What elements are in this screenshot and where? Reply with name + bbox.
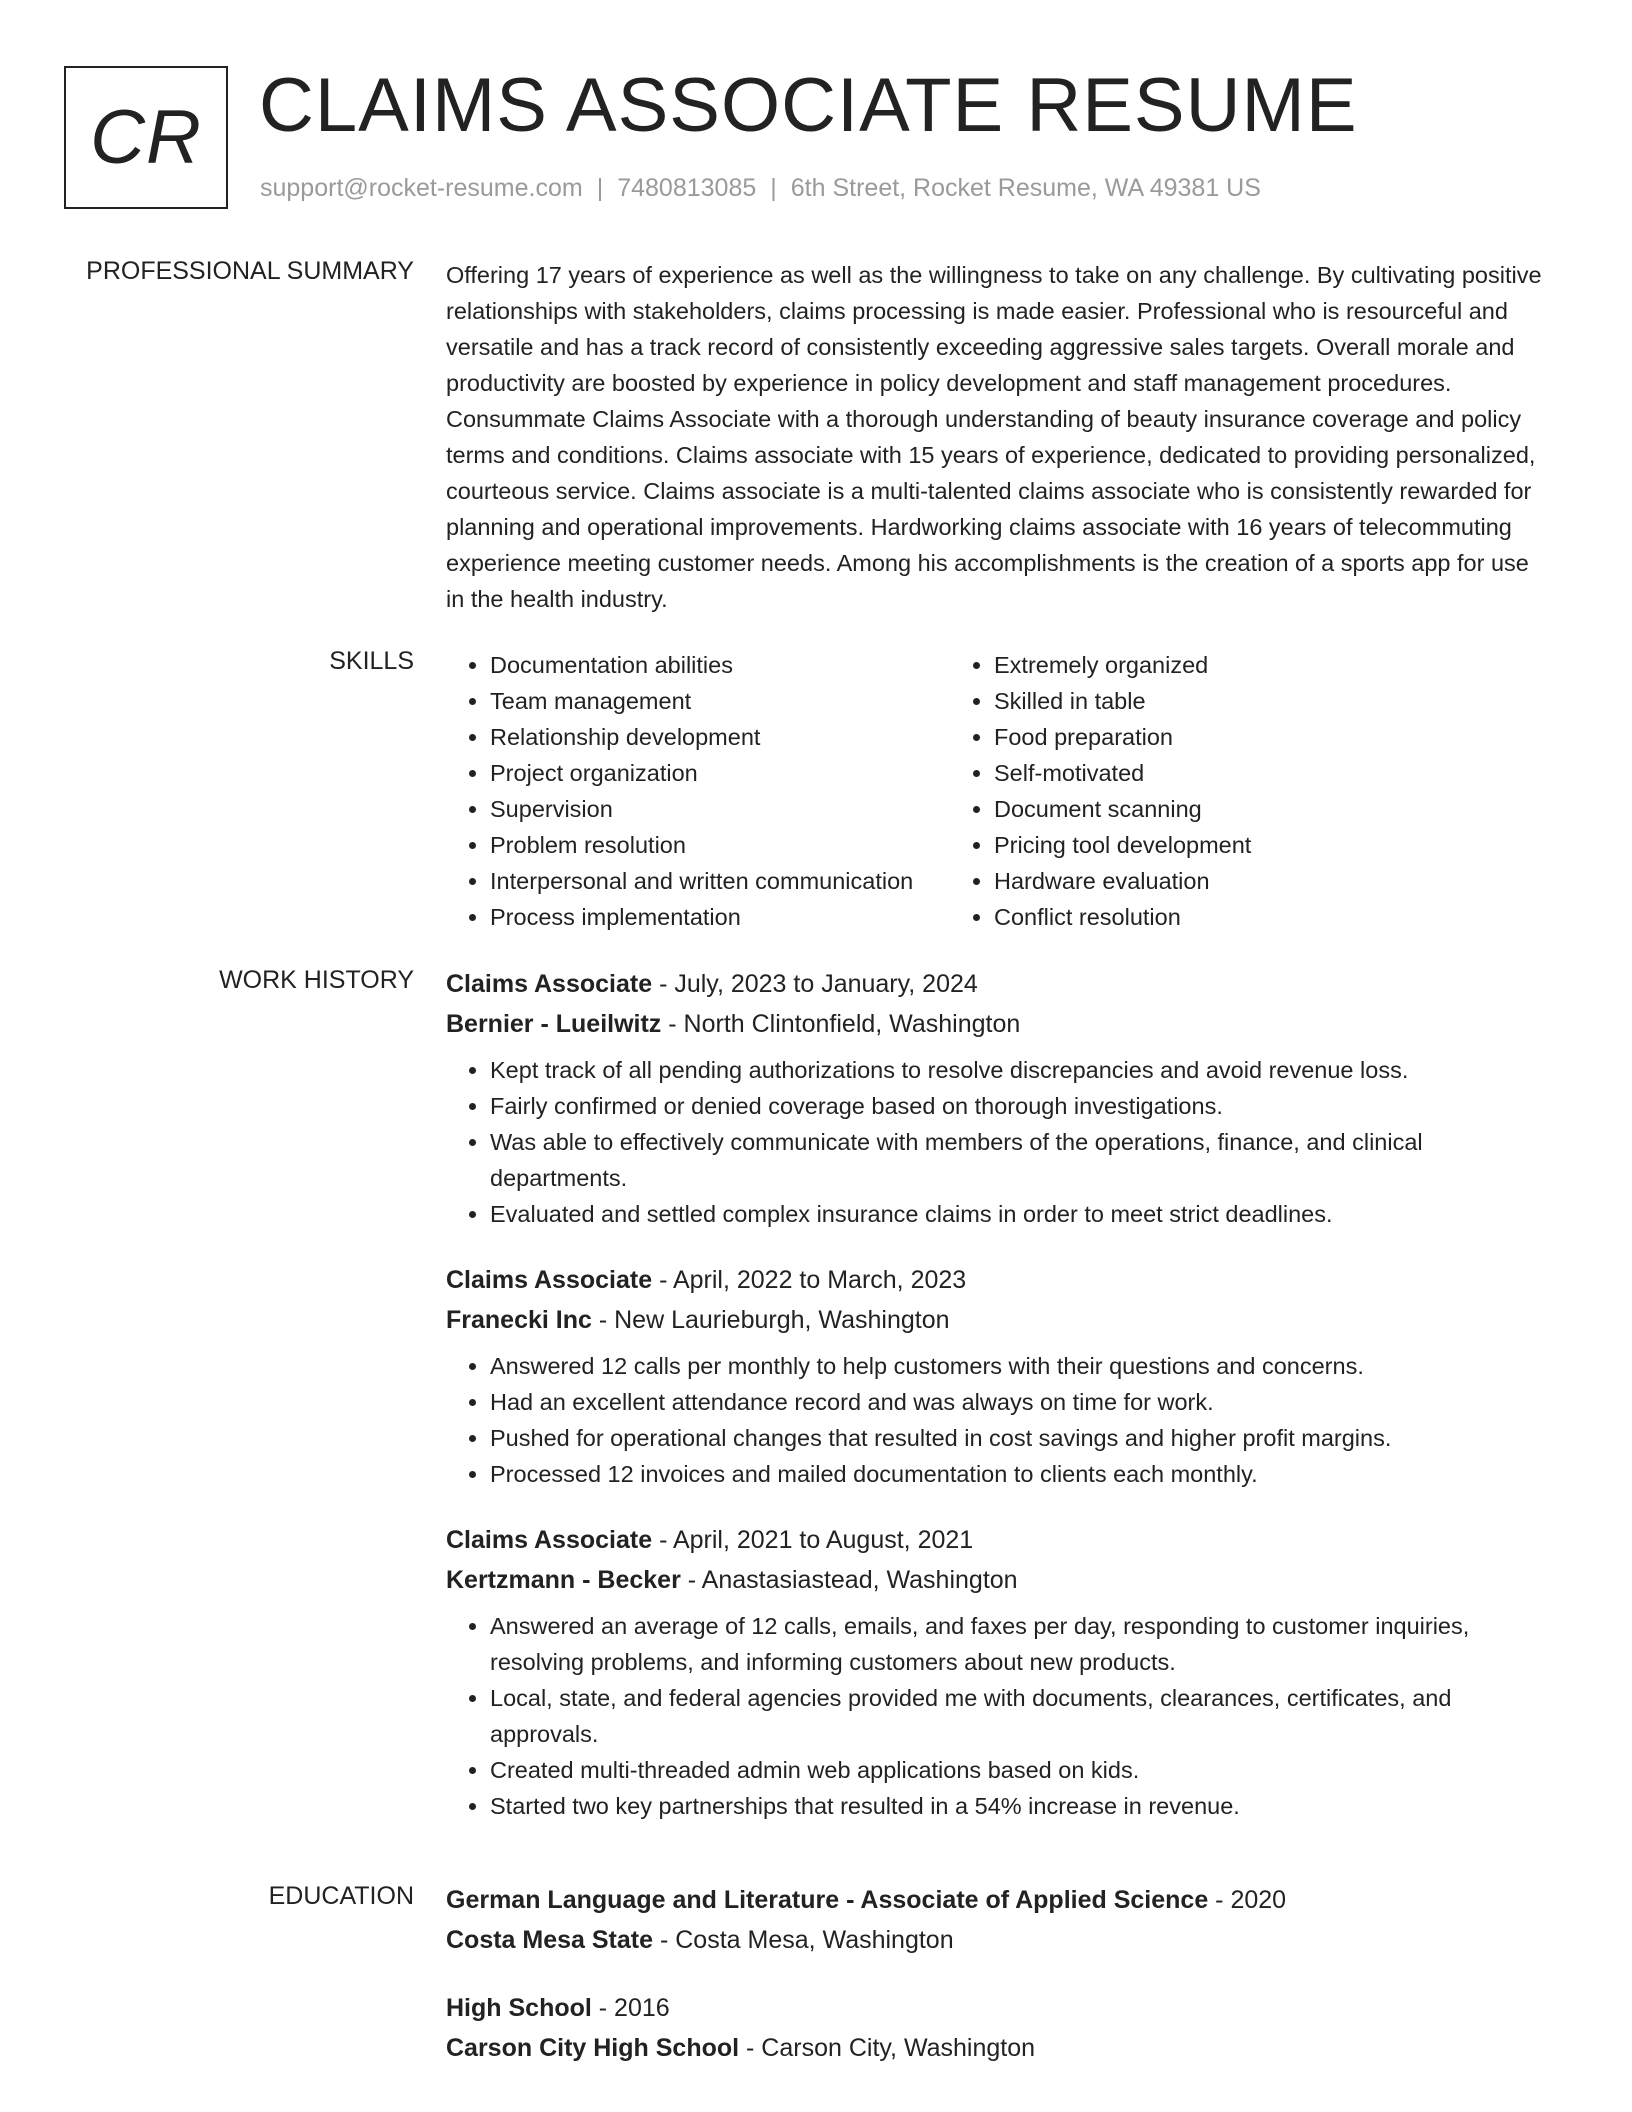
contact-line [260, 174, 1261, 203]
job-location: - Anastasiastead, Washington [680, 1566, 1018, 1594]
job-org-line [446, 1004, 1546, 1044]
job-org-line [446, 1560, 1546, 1600]
job-bullet: • Was able to effectively communicate with members of the operations, finance, and clinical departments. [490, 1124, 1546, 1196]
skill-item: • Problem resolution [490, 827, 950, 863]
degree-line [446, 1880, 1546, 1920]
contact-phone[interactable]: 7480813085 [617, 174, 757, 202]
education-entry [446, 1988, 1546, 2068]
job-entry [446, 1260, 1546, 1492]
contact-address: 6th Street, Rocket Resume, WA 49381 US [790, 174, 1261, 202]
job-bullet: • Answered an average of 12 calls, emails, and faxes per day, responding to customer inquiries, resolving problems, and informing customers about new products. [490, 1608, 1546, 1680]
section-label-education: EDUCATION [268, 1882, 414, 1910]
monogram-badge: CR [64, 66, 228, 209]
degree-name: High School [446, 1994, 592, 2022]
job-company: Bernier - Lueilwitz [446, 1010, 662, 1038]
job-bullet: • Created multi-threaded admin web applications based on kids. [490, 1752, 1546, 1788]
job-bullets [446, 1348, 1546, 1492]
skill-item: • Food preparation [994, 719, 1450, 755]
resume-header [64, 64, 1584, 214]
job-dates: - April, 2022 to March, 2023 [652, 1266, 967, 1294]
job-title-line [446, 1260, 1546, 1300]
job-title-line [446, 1520, 1546, 1560]
skill-item: • Project organization [490, 755, 950, 791]
degree-year: - 2020 [1208, 1886, 1287, 1914]
job-entry [446, 1520, 1546, 1824]
skill-item: • Pricing tool development [994, 827, 1450, 863]
summary-text: Offering 17 years of experience as well as the willingness to take on any challenge. By cultivating positive relationships with stakeholders, claims processing is made easier. Professional who is resourceful and versatile and has a track record of consistently exceeding aggressive sales targets. Overall morale and productivity are boosted by experience in policy development and staff management procedures. Consummate Claims Associate with a thorough understanding of beauty insurance coverage and policy terms and conditions. Claims associate with 15 years of experience, dedicated to providing personalized, courteous service. Claims associate is a multi-talented claims associate who is consistently rewarded for planning and operational improvements. Hardworking claims associate with 16 years of telecommuting experience meeting customer needs. Among his accomplishments is the creation of a sports app for use in the health industry. [446, 262, 1542, 612]
school-name: Costa Mesa State [446, 1926, 654, 1954]
job-bullet: • Had an excellent attendance record and was always on time for work. [490, 1384, 1546, 1420]
school-line [446, 2028, 1546, 2068]
skill-item: • Document scanning [994, 791, 1450, 827]
skill-item: • Skilled in table [994, 683, 1450, 719]
contact-separator: | [770, 174, 777, 202]
school-line [446, 1920, 1546, 1960]
job-bullet: • Answered 12 calls per monthly to help customers with their questions and concerns. [490, 1348, 1546, 1384]
school-location: - Costa Mesa, Washington [653, 1926, 954, 1954]
job-title: Claims Associate [446, 1526, 653, 1554]
job-bullet: • Evaluated and settled complex insurance claims in order to meet strict deadlines. [490, 1196, 1546, 1232]
contact-email[interactable]: support@rocket-resume.com [260, 174, 583, 202]
job-company: Franecki Inc [446, 1306, 592, 1334]
skill-item: • Hardware evaluation [994, 863, 1450, 899]
job-title: Claims Associate [446, 970, 653, 998]
job-location: - New Laurieburgh, Washington [591, 1306, 950, 1334]
degree-year: - 2016 [591, 1994, 670, 2022]
skill-item: • Conflict resolution [994, 899, 1450, 935]
job-company: Kertzmann - Becker [446, 1566, 681, 1594]
skills-list-right [950, 647, 1450, 935]
job-dates: - July, 2023 to January, 2024 [652, 970, 978, 998]
section-label-work-history: WORK HISTORY [219, 966, 414, 994]
section-label-summary: PROFESSIONAL SUMMARY [86, 257, 414, 285]
school-name: Carson City High School [446, 2034, 740, 2062]
education-entry [446, 1880, 1546, 1960]
contact-separator: | [596, 174, 604, 202]
page-title: CLAIMS ASSOCIATE RESUME [259, 63, 1358, 148]
job-bullet: • Kept track of all pending authorizations to resolve discrepancies and avoid revenue loss. [490, 1052, 1546, 1088]
job-bullet: • Local, state, and federal agencies provided me with documents, clearances, certificates, and approvals. [490, 1680, 1546, 1752]
skill-item: • Supervision [490, 791, 950, 827]
job-bullet: • Fairly confirmed or denied coverage based on thorough investigations. [490, 1088, 1546, 1124]
job-title-line [446, 964, 1546, 1004]
degree-name: German Language and Literature - Associate of Applied Science [446, 1886, 1209, 1914]
skills-list-left [446, 647, 950, 935]
job-title: Claims Associate [446, 1266, 653, 1294]
job-dates: - April, 2021 to August, 2021 [652, 1526, 974, 1554]
skill-item: • Team management [490, 683, 950, 719]
section-label-skills: SKILLS [329, 647, 414, 675]
job-bullet: • Pushed for operational changes that resulted in cost savings and higher profit margins. [490, 1420, 1546, 1456]
job-bullet: • Started two key partnerships that resulted in a 54% increase in revenue. [490, 1788, 1546, 1824]
skill-item: • Process implementation [490, 899, 950, 935]
job-bullet: • Processed 12 invoices and mailed documentation to clients each monthly. [490, 1456, 1546, 1492]
job-entry [446, 964, 1546, 1232]
skill-item: • Self-motivated [994, 755, 1450, 791]
skill-item: • Interpersonal and written communication [490, 863, 950, 899]
job-bullets [446, 1608, 1546, 1824]
school-location: - Carson City, Washington [739, 2034, 1036, 2062]
job-org-line [446, 1300, 1546, 1340]
skill-item: • Extremely organized [994, 647, 1450, 683]
job-bullets [446, 1052, 1546, 1232]
skill-item: • Documentation abilities [490, 647, 950, 683]
skill-item: • Relationship development [490, 719, 950, 755]
degree-line [446, 1988, 1546, 2028]
job-location: - North Clintonfield, Washington [661, 1010, 1021, 1038]
